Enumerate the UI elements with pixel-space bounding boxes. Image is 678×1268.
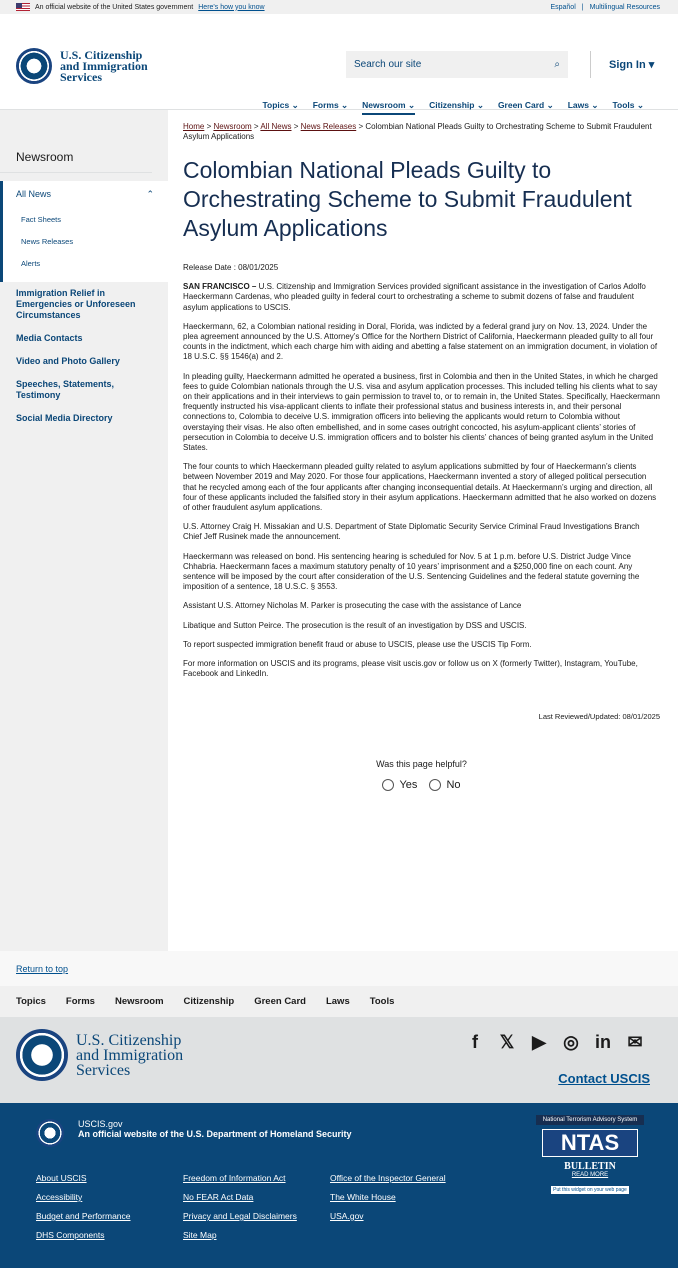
- article-paragraph: U.S. Attorney Craig H. Missakian and U.S. Department of State Diplomatic Security Service Criminal Fraud Investigations Branch Chief Jeff Rusinek made the announcement.: [183, 522, 640, 542]
- dhs-seal-icon: [36, 1119, 64, 1147]
- footer-links: About USCIS Freedom of Information Act Office of the Inspector General Accessibility No FEAR Act Data The White House Budget and Performance Privacy and Legal Disclaimers USA.gov DHS Components Site Map: [36, 1173, 446, 1240]
- article-paragraph: Assistant U.S. Attorney Nicholas M. Parker is prosecuting the case with the assistance of Lance: [183, 601, 522, 611]
- article-paragraph: The four counts to which Haeckermann pleaded guilty related to asylum applications submitted by four of Haeckermann’s clients between November 2019 and May 2020. For those four applications, Haeckermann invented a story of alleged political persecution that he recycled among each of the four applicants after changing inconsequential details. At Haeckermann’s urging and direction, all four of these applicants included the falsified story in their asylum applications. Haeckermann admitted that he also worked on dozens of other fraudulent asylum applications.: [183, 462, 657, 513]
- sidebar-item-video-gallery[interactable]: Video and Photo Gallery: [16, 356, 120, 366]
- nav-citizenship[interactable]: Citizenship ⌄: [429, 100, 484, 110]
- return-to-top: Return to top: [0, 951, 678, 986]
- sidebar-item-speeches[interactable]: Speeches, Statements, Testimony: [16, 379, 115, 400]
- dhs-footer: USCIS.gov An official website of the U.S. Department of Homeland Security About USCIS Freedom of Information Act Office of the Inspector General Accessibility No FEAR Act Data The White House Budget and Performance Privacy and Legal Disclaimers USA.gov DHS Components Site Map National Terrorism Advisory System NTAS BULLETIN READ MORE Put this widget on your web page: [0, 1103, 678, 1268]
- email-icon[interactable]: ✉: [627, 1031, 643, 1052]
- nav-forms[interactable]: Forms ⌄: [312, 100, 349, 110]
- official-text: An official website of the United States government: [35, 3, 194, 11]
- nav-topics[interactable]: Topics ⌄: [262, 100, 299, 110]
- last-reviewed: Last Reviewed/Updated: 08/01/2025: [538, 711, 660, 721]
- uscis-logo[interactable]: U.S. Citizenship and Immigration Services: [16, 48, 148, 84]
- sidebar-group-all-news[interactable]: All News ⌃ Fact Sheets News Releases Alerts: [0, 181, 168, 282]
- nav-newsroom[interactable]: Newsroom ⌄: [362, 100, 415, 115]
- breadcrumb: Home > Newsroom > All News > News Releases > Colombian National Pleads Guilty to Orchestrating Scheme to Submit Fraudulent Asylum Applications: [183, 122, 652, 141]
- nav-laws[interactable]: Laws ⌄: [567, 100, 599, 110]
- search-icon[interactable]: ⌕: [554, 59, 560, 70]
- article-paragraph: Haeckermann was released on bond. His sentencing hearing is scheduled for Nov. 5 at 1 p.m. before U.S. District Judge Vince Chhabria. Haeckermann faces a maximum statutory penalty of 10 years’ imprisonment and a $250,000 fine on each count. Any sentence will be imposed by the court after consideration of the U.S. Sentencing Guidelines and the federal statute governing the imposition of a sentence, 18 U.S.C. § 3553.: [183, 551, 640, 592]
- chevron-up-icon[interactable]: ⌃: [146, 189, 154, 199]
- main-content: [168, 110, 678, 951]
- sidebar-item-immigration-relief[interactable]: Immigration Relief in Emergencies or Unforeseen Circumstances: [16, 288, 136, 320]
- page-title: Colombian National Pleads Guilty to Orchestrating Scheme to Submit Fraudulent Asylum Applications: [183, 157, 632, 241]
- article-paragraph: Libatique and Sutton Peirce. The prosecution is the result of an investigation by DSS and USCIS.: [183, 620, 527, 630]
- dhs-seal-icon: [16, 1029, 68, 1081]
- sidebar: [0, 110, 168, 951]
- footer-nav: Topics Forms Newsroom Citizenship Green Card Laws Tools: [0, 986, 678, 1017]
- sidebar-item-news-releases[interactable]: News Releases: [21, 236, 74, 246]
- x-icon[interactable]: 𝕏: [499, 1031, 515, 1052]
- article-paragraph: For more information on USCIS and its programs, please visit uscis.gov or follow us on X (formerly Twitter), Instagram, YouTube, Facebook and LinkedIn.: [183, 659, 638, 679]
- us-flag-icon: [16, 3, 30, 11]
- sidebar-item-media-contacts[interactable]: Media Contacts: [16, 333, 83, 343]
- sidebar-item-alerts[interactable]: Alerts: [21, 258, 41, 268]
- sign-in-button[interactable]: Sign In ▾: [590, 51, 654, 78]
- gov-banner: An official website of the United States government Here's how you know Español | Multilingual Resources: [0, 0, 678, 14]
- espanol-link[interactable]: Español: [550, 3, 576, 11]
- dhs-seal-icon: [16, 48, 52, 84]
- site-header: [0, 14, 678, 110]
- article-paragraph: To report suspected immigration benefit fraud or abuse to USCIS, please use the USCIS Tip Form.: [183, 639, 532, 649]
- yes-radio[interactable]: Yes: [382, 779, 417, 791]
- uscis-footer-logo[interactable]: U.S. Citizenship and Immigration Services: [16, 1029, 183, 1081]
- multilingual-link[interactable]: Multilingual Resources: [589, 3, 660, 11]
- facebook-icon[interactable]: f: [472, 1031, 478, 1052]
- nav-green-card[interactable]: Green Card ⌄: [497, 100, 554, 110]
- social-links: [462, 1029, 648, 1055]
- sidebar-item-fact-sheets[interactable]: Fact Sheets: [21, 214, 62, 224]
- article-lead: SAN FRANCISCO – U.S. Citizenship and Immigration Services provided significant assistance in the investigation of Carlos Adolfo Haeckermann Cardenas, who pleaded guilty in federal court to orchestrating a scheme to submit dozens of false and fraudulent asylum applications to USCIS.: [183, 282, 646, 312]
- instagram-icon[interactable]: ◎: [563, 1031, 579, 1052]
- main-nav: [262, 100, 644, 115]
- nav-tools[interactable]: Tools ⌄: [612, 100, 644, 110]
- release-date: Release Date : 08/01/2025: [183, 263, 279, 272]
- youtube-icon[interactable]: ▶: [532, 1031, 546, 1052]
- no-radio[interactable]: No: [429, 779, 460, 791]
- search-input[interactable]: Search our site ⌕: [346, 51, 568, 78]
- feedback-widget: Was this page helpful? Yes No: [376, 758, 467, 791]
- contact-uscis-link[interactable]: Contact USCIS: [558, 1071, 650, 1086]
- article-paragraph: In pleading guilty, Haeckermann admitted he operated a business, first in Colombia and then in the United States, in which he charged fees to guide Colombian nationals through the U.S. visa and asylum application processes. This included telling his clients what to say on their applications and in their interviews to gain permission to travel to, or to remain in, the United States. Specifically, Haeckermann frequently instructed his visa-applicant clients to inflate their professional status and business interests in, and their personal connections to, Colombia to deceive U.S. immigration officers into believing the applicants would return to Colombia without overstaying their visas. He also often embellished, and in some cases outright concocted, his asylum-applicant clients’ stories of persecution in Colombia to deceive U.S. immigration officers and to bolster his clients’ chances of being granted asylum in the United States.: [183, 371, 660, 453]
- article-paragraph: Haeckermann, 62, a Colombian national residing in Doral, Florida, was indicted by a federal grand jury on Nov. 13, 2024. Under the plea agreement announced by the U.S. Attorney’s Office for the Northern District of California, Haeckermann pleaded guilty to all four counts in the indictment, which each charge him with aiding and abetting a false statement on an immigration document, in violation of 18 U.S.C. §§ 1546(a) and 2.: [183, 321, 658, 362]
- footer-brand: [0, 1017, 678, 1103]
- sidebar-item-social-media[interactable]: Social Media Directory: [16, 413, 113, 423]
- sidebar-title: Newsroom: [0, 150, 152, 173]
- ntas-widget[interactable]: National Terrorism Advisory System NTAS BULLETIN READ MORE Put this widget on your web page: [536, 1115, 644, 1223]
- linkedin-icon[interactable]: in: [595, 1031, 611, 1052]
- how-you-know-link[interactable]: Here's how you know: [198, 3, 265, 11]
